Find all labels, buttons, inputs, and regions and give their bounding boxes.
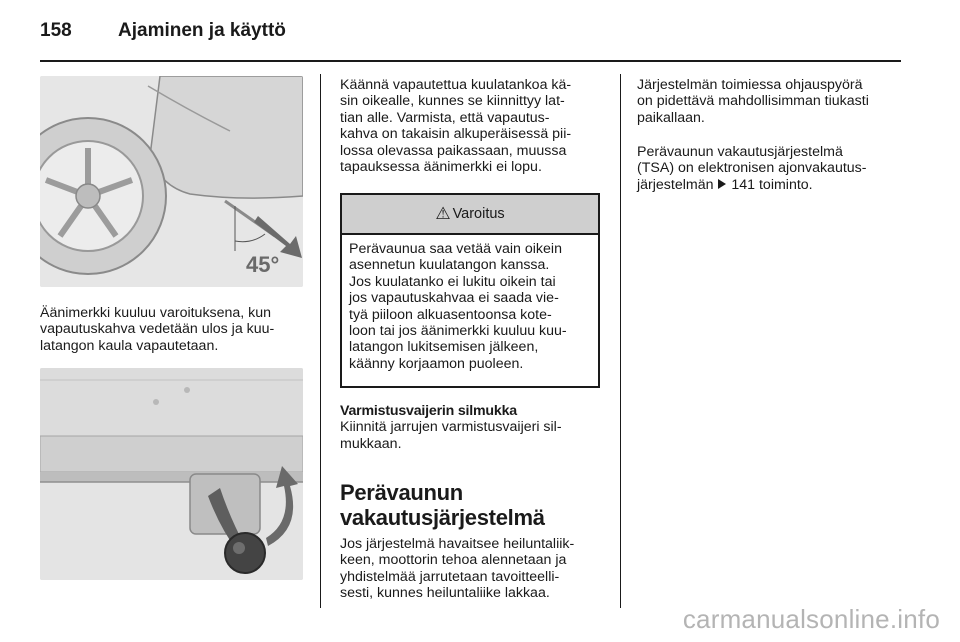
text-line: Jos kuulatanko ei lukitu oikein tai [349, 273, 556, 290]
text-line: kahva on takaisin alkuperäisessä pii- [340, 126, 572, 143]
page-title: Ajaminen ja käyttö [118, 20, 286, 41]
text-line: on pidettävä mahdollisimman tiukasti [637, 93, 869, 110]
text-line: jos vapautuskahvaa ei saada vie- [349, 290, 559, 307]
paragraph-steering-wheel [637, 77, 912, 126]
header-rule [40, 60, 901, 62]
angle-label: 45° [246, 252, 280, 277]
heading-line: Perävaunun [340, 480, 463, 505]
paragraph-trailer-stability [340, 536, 615, 602]
paragraph-tsa [637, 144, 912, 193]
figure-wheel-tow-bar [40, 76, 303, 287]
text-line: sin oikealle, kunnes se kiinnittyy lat- [340, 93, 565, 110]
page-number: 158 [40, 20, 72, 41]
text-line: asennetun kuulatangon kanssa. [349, 257, 550, 274]
text-line: tian alle. Varmista, että vapautus- [340, 109, 550, 126]
safety-cable-section [340, 403, 615, 452]
subheading-safety-cable: Varmistusvaijerin silmukka [340, 403, 517, 419]
paragraph-warning-sound [40, 305, 315, 354]
section-heading-trailer-stability [340, 480, 620, 530]
figure-tow-ball-rotation [40, 368, 303, 580]
column-divider-2 [620, 74, 621, 608]
watermark: carmanualsonline.info [682, 604, 940, 634]
text-line: lossa olevassa paikassaan, muussa [340, 142, 567, 159]
text-line: paikallaan. [637, 109, 705, 126]
text-line: keen, moottorin tehoa alennetaan ja [340, 552, 567, 569]
text-line: Perävaunun vakautusjärjestelmä [637, 144, 843, 160]
text-line: vapautuskahva vedetään ulos ja kuu- [40, 321, 275, 338]
text-line: Käännä vapautettua kuulatankoa kä- [340, 77, 572, 93]
text-fragment: järjestelmän [637, 176, 718, 193]
text-line: Kiinnitä jarrujen varmistusvaijeri sil- [340, 419, 562, 436]
warning-header [342, 195, 598, 235]
paragraph-turn-tow-bar [340, 77, 615, 175]
text-line: mukkaan. [340, 435, 402, 452]
text-line: loon tai jos äänimerkki kuuluu kuu- [349, 323, 567, 340]
warning-title: Varoitus [452, 206, 505, 222]
text-line: Äänimerkki kuuluu varoituksena, kun [40, 305, 272, 321]
text-line: (TSA) on elektronisen ajonvakautus- [637, 160, 867, 177]
text-line-with-reference [637, 177, 912, 193]
text-line: sesti, kunnes heiluntaliike lakkaa. [340, 585, 550, 602]
warning-box [340, 193, 600, 388]
text-line: Perävaunua saa vetää vain oikein [349, 241, 562, 257]
page-reference-arrow-icon[interactable] [718, 179, 726, 189]
figure-tow-ball-drawing [40, 368, 303, 580]
text-line: Jos järjestelmä havaitsee heiluntaliik- [340, 536, 575, 552]
page-reference-text: 141 toiminto. [727, 176, 813, 193]
column-divider-1 [320, 74, 321, 608]
text-line: yhdistelmää jarrutetaan tavoitteelli- [340, 568, 560, 585]
heading-line: vakautusjärjestelmä [340, 505, 545, 530]
text-line: Järjestelmän toimiessa ohjauspyörä [637, 77, 863, 93]
text-line: käänny korjaamon puoleen. [349, 355, 524, 372]
text-line: latangon kaula vapautetaan. [40, 337, 219, 354]
text-line: tapauksessa äänimerkki ei lopu. [340, 159, 542, 176]
warning-triangle-icon: ⚠ [435, 204, 451, 223]
text-line: latangon lukitsemisen jälkeen, [349, 339, 539, 356]
text-line: tyä piiloon alkuasentoonsa kote- [349, 306, 552, 323]
warning-body [342, 235, 598, 372]
